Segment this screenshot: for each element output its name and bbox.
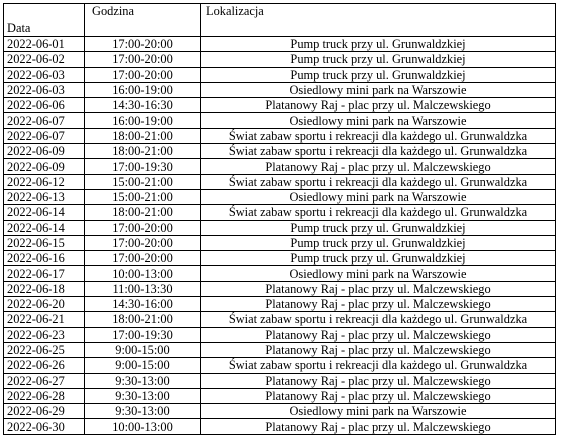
cell-time: 9:00-15:00 <box>85 358 201 373</box>
table-row <box>4 67 556 82</box>
cell-time: 18:00-21:00 <box>85 312 201 327</box>
cell-date: 2022-06-27 <box>4 373 85 388</box>
header-time: Godzina <box>85 4 201 37</box>
cell-date: 2022-06-17 <box>4 266 85 281</box>
table-row <box>4 404 556 419</box>
table-row <box>4 98 556 113</box>
cell-date: 2022-06-15 <box>4 235 85 250</box>
table-header <box>4 4 556 37</box>
table-body <box>4 37 556 435</box>
cell-date: 2022-06-23 <box>4 327 85 342</box>
cell-time: 18:00-21:00 <box>85 205 201 220</box>
cell-location: Platanowy Raj - plac przy ul. Malczewskiego <box>201 281 556 296</box>
cell-date: 2022-06-28 <box>4 388 85 403</box>
table-row <box>4 342 556 357</box>
cell-location: Pump truck przy ul. Grunwaldzkiej <box>201 52 556 67</box>
header-location: Lokalizacja <box>201 4 556 37</box>
schedule-container <box>3 3 556 435</box>
cell-date: 2022-06-29 <box>4 404 85 419</box>
table-row <box>4 281 556 296</box>
cell-time: 17:00-20:00 <box>85 67 201 82</box>
cell-date: 2022-06-06 <box>4 98 85 113</box>
cell-time: 10:00-13:00 <box>85 266 201 281</box>
cell-time: 15:00-21:00 <box>85 174 201 189</box>
cell-location: Platanowy Raj - plac przy ul. Malczewskiego <box>201 297 556 312</box>
cell-location: Świat zabaw sportu i rekreacji dla każdego ul. Grunwaldzka <box>201 128 556 143</box>
cell-date: 2022-06-02 <box>4 52 85 67</box>
table-row <box>4 82 556 97</box>
cell-time: 17:00-19:30 <box>85 159 201 174</box>
cell-location: Platanowy Raj - plac przy ul. Malczewskiego <box>201 98 556 113</box>
cell-time: 14:30-16:00 <box>85 297 201 312</box>
cell-location: Platanowy Raj - plac przy ul. Malczewskiego <box>201 388 556 403</box>
cell-time: 18:00-21:00 <box>85 144 201 159</box>
cell-date: 2022-06-03 <box>4 82 85 97</box>
cell-location: Osiedlowy mini park na Warszowie <box>201 404 556 419</box>
cell-location: Platanowy Raj - plac przy ul. Malczewskiego <box>201 342 556 357</box>
cell-date: 2022-06-09 <box>4 159 85 174</box>
cell-time: 17:00-20:00 <box>85 37 201 52</box>
cell-time: 10:00-13:00 <box>85 419 201 434</box>
cell-date: 2022-06-14 <box>4 220 85 235</box>
cell-time: 17:00-19:30 <box>85 327 201 342</box>
cell-time: 17:00-20:00 <box>85 235 201 250</box>
table-row <box>4 128 556 143</box>
table-row <box>4 373 556 388</box>
cell-date: 2022-06-14 <box>4 205 85 220</box>
table-row <box>4 37 556 52</box>
cell-location: Osiedlowy mini park na Warszowie <box>201 82 556 97</box>
cell-time: 11:00-13:30 <box>85 281 201 296</box>
table-row <box>4 235 556 250</box>
cell-location: Platanowy Raj - plac przy ul. Malczewskiego <box>201 373 556 388</box>
cell-date: 2022-06-16 <box>4 251 85 266</box>
cell-date: 2022-06-18 <box>4 281 85 296</box>
table-row <box>4 159 556 174</box>
cell-location: Osiedlowy mini park na Warszowie <box>201 113 556 128</box>
header-row <box>4 4 556 37</box>
table-row <box>4 220 556 235</box>
cell-location: Świat zabaw sportu i rekreacji dla każdego ul. Grunwaldzka <box>201 358 556 373</box>
cell-location: Pump truck przy ul. Grunwaldzkiej <box>201 67 556 82</box>
cell-time: 16:00-19:00 <box>85 113 201 128</box>
cell-time: 18:00-21:00 <box>85 128 201 143</box>
cell-date: 2022-06-26 <box>4 358 85 373</box>
cell-time: 16:00-19:00 <box>85 82 201 97</box>
cell-date: 2022-06-01 <box>4 37 85 52</box>
table-row <box>4 189 556 204</box>
table-row <box>4 358 556 373</box>
cell-location: Osiedlowy mini park na Warszowie <box>201 189 556 204</box>
cell-location: Platanowy Raj - plac przy ul. Malczewskiego <box>201 159 556 174</box>
cell-date: 2022-06-03 <box>4 67 85 82</box>
cell-location: Osiedlowy mini park na Warszowie <box>201 266 556 281</box>
table-row <box>4 388 556 403</box>
table-row <box>4 251 556 266</box>
table-row <box>4 312 556 327</box>
cell-time: 9:00-15:00 <box>85 342 201 357</box>
table-row <box>4 327 556 342</box>
cell-time: 17:00-20:00 <box>85 251 201 266</box>
cell-time: 14:30-16:30 <box>85 98 201 113</box>
table-row <box>4 144 556 159</box>
cell-date: 2022-06-07 <box>4 128 85 143</box>
cell-location: Platanowy Raj - plac przy ul. Malczewskiego <box>201 419 556 434</box>
cell-date: 2022-06-20 <box>4 297 85 312</box>
cell-date: 2022-06-09 <box>4 144 85 159</box>
cell-date: 2022-06-12 <box>4 174 85 189</box>
cell-time: 9:30-13:00 <box>85 373 201 388</box>
cell-time: 17:00-20:00 <box>85 220 201 235</box>
cell-location: Świat zabaw sportu i rekreacji dla każdego ul. Grunwaldzka <box>201 312 556 327</box>
cell-time: 17:00-20:00 <box>85 52 201 67</box>
cell-date: 2022-06-30 <box>4 419 85 434</box>
cell-location: Pump truck przy ul. Grunwaldzkiej <box>201 235 556 250</box>
cell-location: Świat zabaw sportu i rekreacji dla każdego ul. Grunwaldzka <box>201 205 556 220</box>
cell-location: Platanowy Raj - plac przy ul. Malczewskiego <box>201 327 556 342</box>
table-row <box>4 297 556 312</box>
cell-date: 2022-06-13 <box>4 189 85 204</box>
cell-time: 15:00-21:00 <box>85 189 201 204</box>
table-row <box>4 266 556 281</box>
table-row <box>4 205 556 220</box>
cell-date: 2022-06-07 <box>4 113 85 128</box>
cell-time: 9:30-13:00 <box>85 388 201 403</box>
cell-location: Pump truck przy ul. Grunwaldzkiej <box>201 37 556 52</box>
header-date: Data <box>4 4 85 37</box>
schedule-table <box>3 3 556 435</box>
cell-date: 2022-06-21 <box>4 312 85 327</box>
cell-location: Pump truck przy ul. Grunwaldzkiej <box>201 220 556 235</box>
table-row <box>4 174 556 189</box>
table-row <box>4 113 556 128</box>
table-row <box>4 52 556 67</box>
cell-time: 9:30-13:00 <box>85 404 201 419</box>
cell-location: Świat zabaw sportu i rekreacji dla każdego ul. Grunwaldzka <box>201 144 556 159</box>
cell-location: Świat zabaw sportu i rekreacji dla każdego ul. Grunwaldzka <box>201 174 556 189</box>
cell-date: 2022-06-25 <box>4 342 85 357</box>
cell-location: Pump truck przy ul. Grunwaldzkiej <box>201 251 556 266</box>
